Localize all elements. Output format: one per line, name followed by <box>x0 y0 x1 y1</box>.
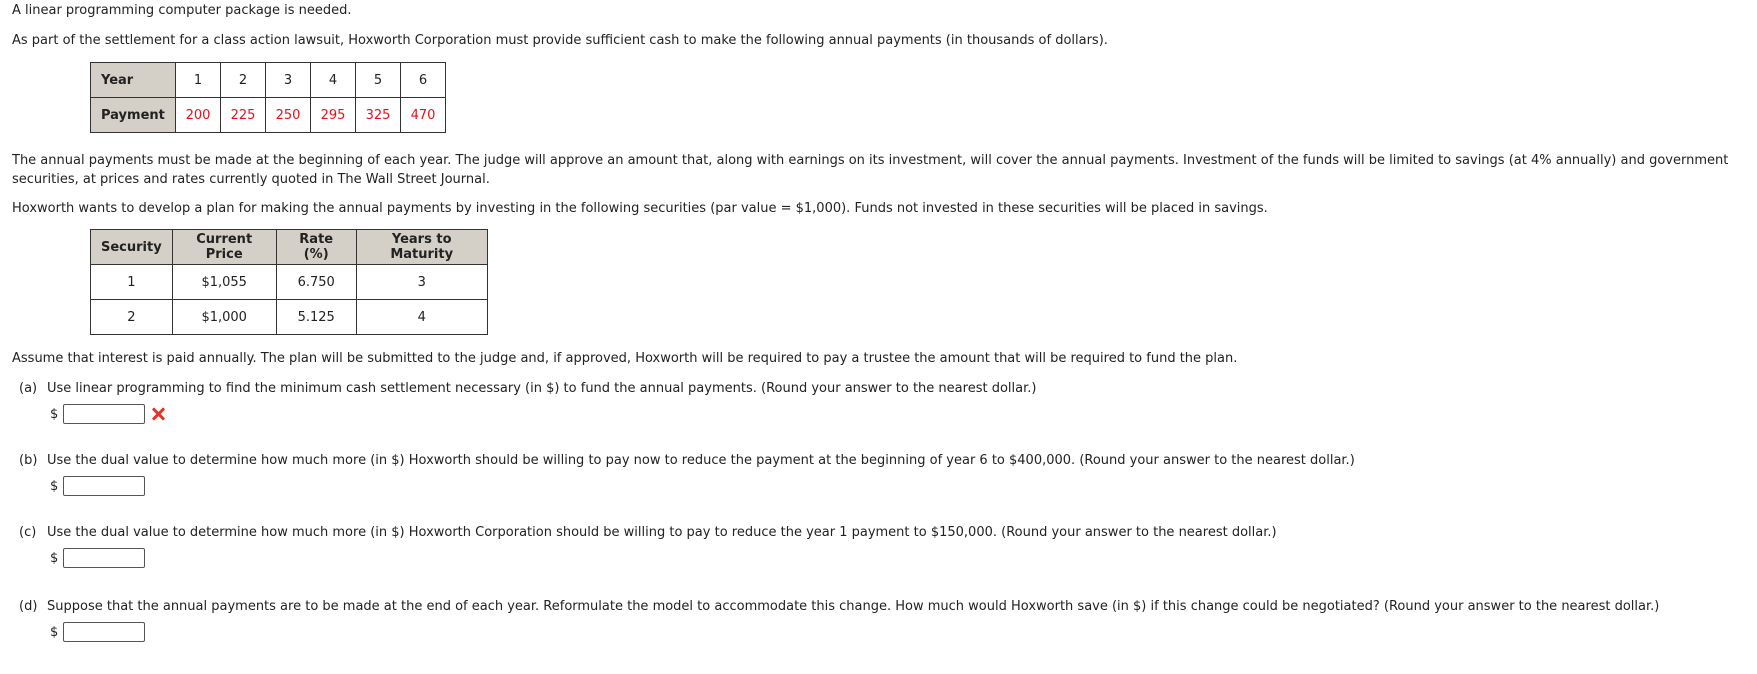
maturity-cell: 4 <box>356 300 487 335</box>
payments-row <box>91 98 446 133</box>
table-row <box>91 300 488 335</box>
price-cell: $1,055 <box>172 265 276 300</box>
year-cell: 5 <box>356 63 401 98</box>
maturity-cell: 3 <box>356 265 487 300</box>
answer-d-input[interactable] <box>63 622 145 642</box>
year-cell: 2 <box>221 63 266 98</box>
rate-header: Rate (%) <box>276 230 356 265</box>
question-a <box>12 380 1745 424</box>
question-b <box>12 452 1745 496</box>
security-cell: 1 <box>91 265 173 300</box>
payment-cell: 325 <box>356 98 401 133</box>
payments-table <box>90 62 446 133</box>
paragraph-assumptions: Assume that interest is paid annually. The plan will be submitted to the judge and, if approved, Hoxworth will be required to pay a trustee the amount that will be required to fund the plan. <box>12 351 1238 366</box>
paragraph-investment-rules: The annual payments must be made at the beginning of each year. The judge will approve an amount that, along with earnings on its investment, will cover the annual payments. Investment of the funds will be limited to savings (at 4% annually) and government securities, at prices and rates currently quoted in The Wall Street Journal. <box>12 153 1729 187</box>
payment-cell: 250 <box>266 98 311 133</box>
year-header: Year <box>91 63 176 98</box>
years-to-maturity-header: Years to Maturity <box>356 230 487 265</box>
payment-cell: 470 <box>401 98 446 133</box>
answer-c-input[interactable] <box>63 548 145 568</box>
year-cell: 3 <box>266 63 311 98</box>
year-cell: 4 <box>311 63 356 98</box>
table-row <box>91 265 488 300</box>
security-header: Security <box>91 230 173 265</box>
question-label: (a) <box>19 381 38 396</box>
answer-b-input[interactable] <box>63 476 145 496</box>
payment-header: Payment <box>91 98 176 133</box>
question-d <box>12 598 1745 642</box>
question-text: Use the dual value to determine how much more (in $) Hoxworth should be willing to pay now to reduce the payment at the beginning of year 6 to $400,000. (Round your answer to the nearest dollar.) <box>47 453 1355 468</box>
payment-cell: 225 <box>221 98 266 133</box>
price-cell: $1,000 <box>172 300 276 335</box>
rate-cell: 5.125 <box>276 300 356 335</box>
currency-symbol: $ <box>50 478 59 494</box>
securities-table <box>90 229 488 335</box>
intro-line-2: As part of the settlement for a class action lawsuit, Hoxworth Corporation must provide sufficient cash to make the following annual payments (in thousands of dollars). <box>12 33 1108 48</box>
currency-symbol: $ <box>50 550 59 566</box>
currency-symbol: $ <box>50 406 59 422</box>
question-text: Use the dual value to determine how much more (in $) Hoxworth Corporation should be willing to pay to reduce the year 1 payment to $150,000. (Round your answer to the nearest dollar.) <box>47 525 1277 540</box>
question-label: (d) <box>19 599 38 614</box>
currency-symbol: $ <box>50 624 59 640</box>
question-c <box>12 524 1745 568</box>
question-text: Use linear programming to find the minimum cash settlement necessary (in $) to fund the annual payments. (Round your answer to the nearest dollar.) <box>47 381 1037 396</box>
current-price-header: Current Price <box>172 230 276 265</box>
answer-a-input[interactable] <box>63 404 145 424</box>
paragraph-securities-plan: Hoxworth wants to develop a plan for making the annual payments by investing in the following securities (par value = $1,000). Funds not invested in these securities will be placed in savings. <box>12 201 1268 216</box>
securities-header-row <box>91 230 488 265</box>
security-cell: 2 <box>91 300 173 335</box>
year-cell: 6 <box>401 63 446 98</box>
years-row <box>91 63 446 98</box>
intro-line-1: A linear programming computer package is needed. <box>12 3 352 18</box>
question-label: (b) <box>19 453 38 468</box>
payment-cell: 295 <box>311 98 356 133</box>
question-label: (c) <box>19 525 37 540</box>
incorrect-x-icon <box>151 407 165 421</box>
year-cell: 1 <box>176 63 221 98</box>
rate-cell: 6.750 <box>276 265 356 300</box>
question-text: Suppose that the annual payments are to be made at the end of each year. Reformulate the model to accommodate this change. How much would Hoxworth save (in $) if this change could be negotiated? (Round your answer to the nearest dollar.) <box>47 599 1660 614</box>
payment-cell: 200 <box>176 98 221 133</box>
